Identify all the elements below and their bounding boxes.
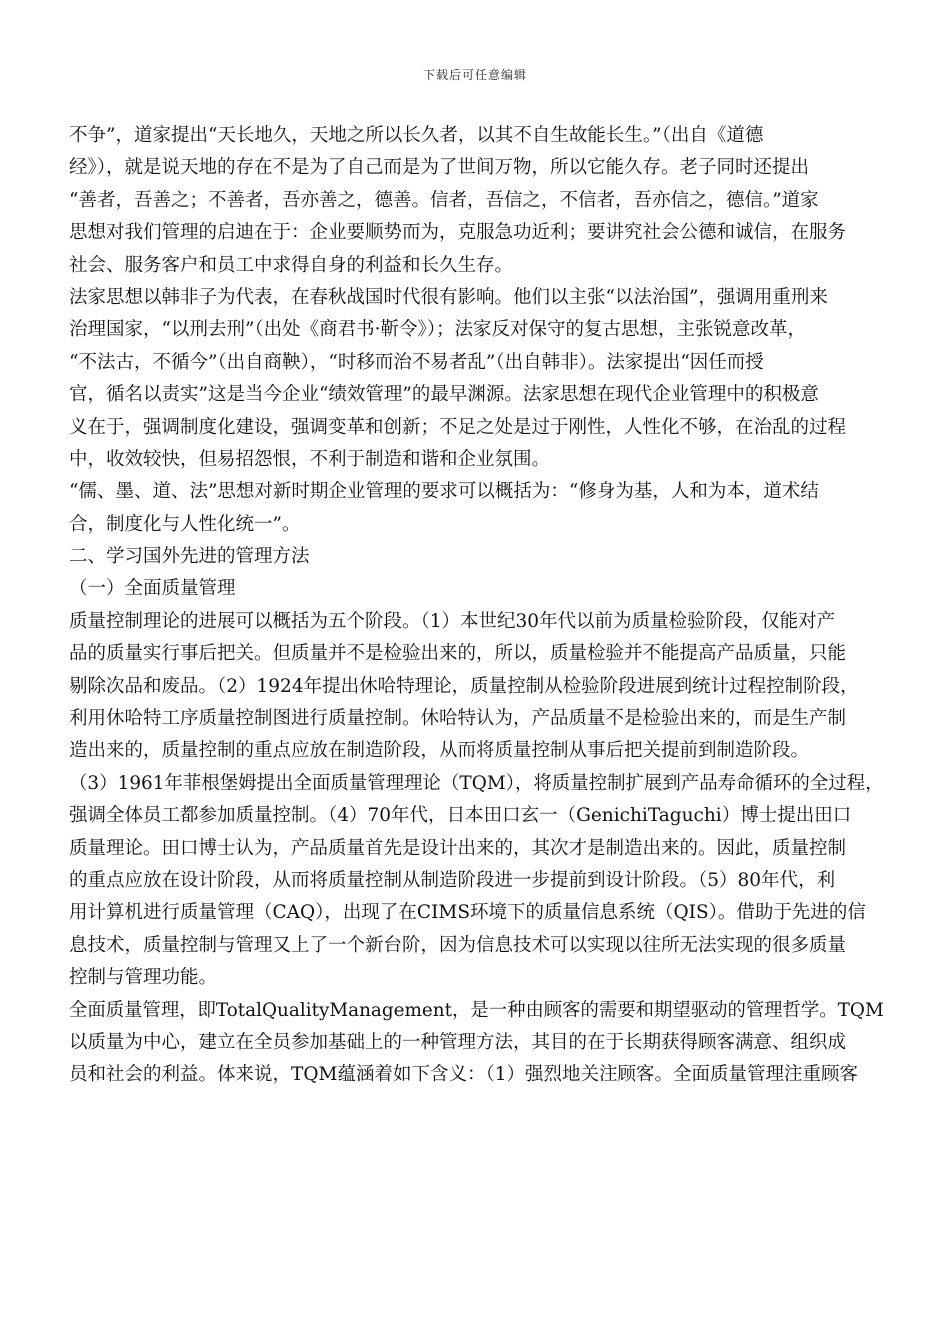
text-line: 强调全体员工都参加质量控制。（4）70年代，日本田口玄一（GenichiTaguchi）博士提出田口 xyxy=(69,805,852,827)
text-line: 不争”，道家提出“天长地久，天地之所以长久者，以其不自生故能长生。”（出自《道德 xyxy=(69,125,764,146)
text-line: 造出来的，质量控制的重点应放在制造阶段，从而将质量控制从事后把关提前到制造阶段。 xyxy=(69,740,810,762)
page-header: 下载后可任意编辑 xyxy=(422,68,527,82)
text-line: 控制与管理功能。 xyxy=(69,967,218,989)
text-line: 全面质量管理，即TotalQualityManagement，是一种由顾客的需要和期望驱动的管理哲学。TQM xyxy=(69,999,884,1021)
text-line: 中，收效较快，但易招怨恨，不利于制造和谐和企业氛围。 xyxy=(69,448,551,470)
text-line: 以质量为中心，建立在全员参加基础上的一种管理方法，其目的在于长期获得顾客满意、组织成 xyxy=(69,1031,847,1053)
text-line: “不法古，不循今”（出自商鞅），“时移而治不易者乱”（出自韩非）。法家提出“因任而授 xyxy=(69,351,764,373)
document-body xyxy=(69,120,884,1092)
text-line: 合，制度化与人性化统一”。 xyxy=(69,513,301,535)
text-line: 二、学习国外先进的管理方法 xyxy=(69,546,310,568)
text-line: 息技术，质量控制与管理又上了一个新台阶，因为信息技术可以实现以往所无法实现的很多质量 xyxy=(69,934,847,956)
text-line: 质量控制理论的进展可以概括为五个阶段。（1）本世纪30年代以前为质量检验阶段，仅能对产 xyxy=(69,610,836,632)
text-line: 剔除次品和废品。（2）1924年提出休哈特理论，质量控制从检验阶段进展到统计过程控制阶段， xyxy=(69,675,859,697)
text-line: 官，循名以责实”这是当今企业“绩效管理”的最早渊源。法家思想在现代企业管理中的积极意 xyxy=(69,384,819,406)
text-line: （一）全面质量管理 xyxy=(69,578,236,600)
text-line: “善者，吾善之；不善者，吾亦善之，德善。信者，吾信之，不信者，吾亦信之，德信。”道家 xyxy=(69,189,819,211)
text-line: 义在于，强调制度化建设，强调变革和创新；不足之处是过于刚性，人性化不够，在治乱的过程 xyxy=(69,416,847,438)
text-line: 用计算机进行质量管理（CAQ），出现了在CIMS环境下的质量信息系统（QIS）。借助于先进的信 xyxy=(69,902,866,924)
text-line: 思想对我们管理的启迪在于：企业要顺势而为，克服急功近利；要讲究社会公德和诚信，在服务 xyxy=(69,222,847,244)
text-line: 的重点应放在设计阶段，从而将质量控制从制造阶段进一步提前到设计阶段。（5）80年代，利 xyxy=(69,869,836,891)
text-line: 法家思想以韩非子为代表，在春秋战国时代很有影响。他们以主张“以法治国”，强调用重刑来 xyxy=(69,286,828,308)
text-line: “儒、墨、道、法”思想对新时期企业管理的要求可以概括为：“修身为基，人和为本，道术结 xyxy=(69,481,819,503)
text-line: 员和社会的利益。体来说，TQM蕴涵着如下含义：（1）强烈地关注顾客。全面质量管理注重顾客 xyxy=(69,1064,858,1086)
text-line: 利用休哈特工序质量控制图进行质量控制。休哈特认为，产品质量不是检验出来的，而是生产制 xyxy=(69,708,847,730)
text-line: 社会、服务客户和员工中求得自身的利益和长久生存。 xyxy=(69,254,514,276)
text-line: 经》），就是说天地的存在不是为了自己而是为了世间万物，所以它能久存。老子同时还提出 xyxy=(69,157,810,179)
text-line: 品的质量实行事后把关。但质量并不是检验出来的，所以，质量检验并不能提高产品质量，只能 xyxy=(69,643,847,665)
text-line: 质量理论。田口博士认为，产品质量首先是设计出来的，其次才是制造出来的。因此，质量控制 xyxy=(69,837,847,859)
text-line: 治理国家，“以刑去刑”（出处《商君书·靳令》）；法家反对保守的复古思想，主张锐意改革， xyxy=(69,319,807,341)
text-line: （3）1961年菲根堡姆提出全面质量管理理论（TQM），将质量控制扩展到产品寿命循环的全过程， xyxy=(69,772,884,794)
